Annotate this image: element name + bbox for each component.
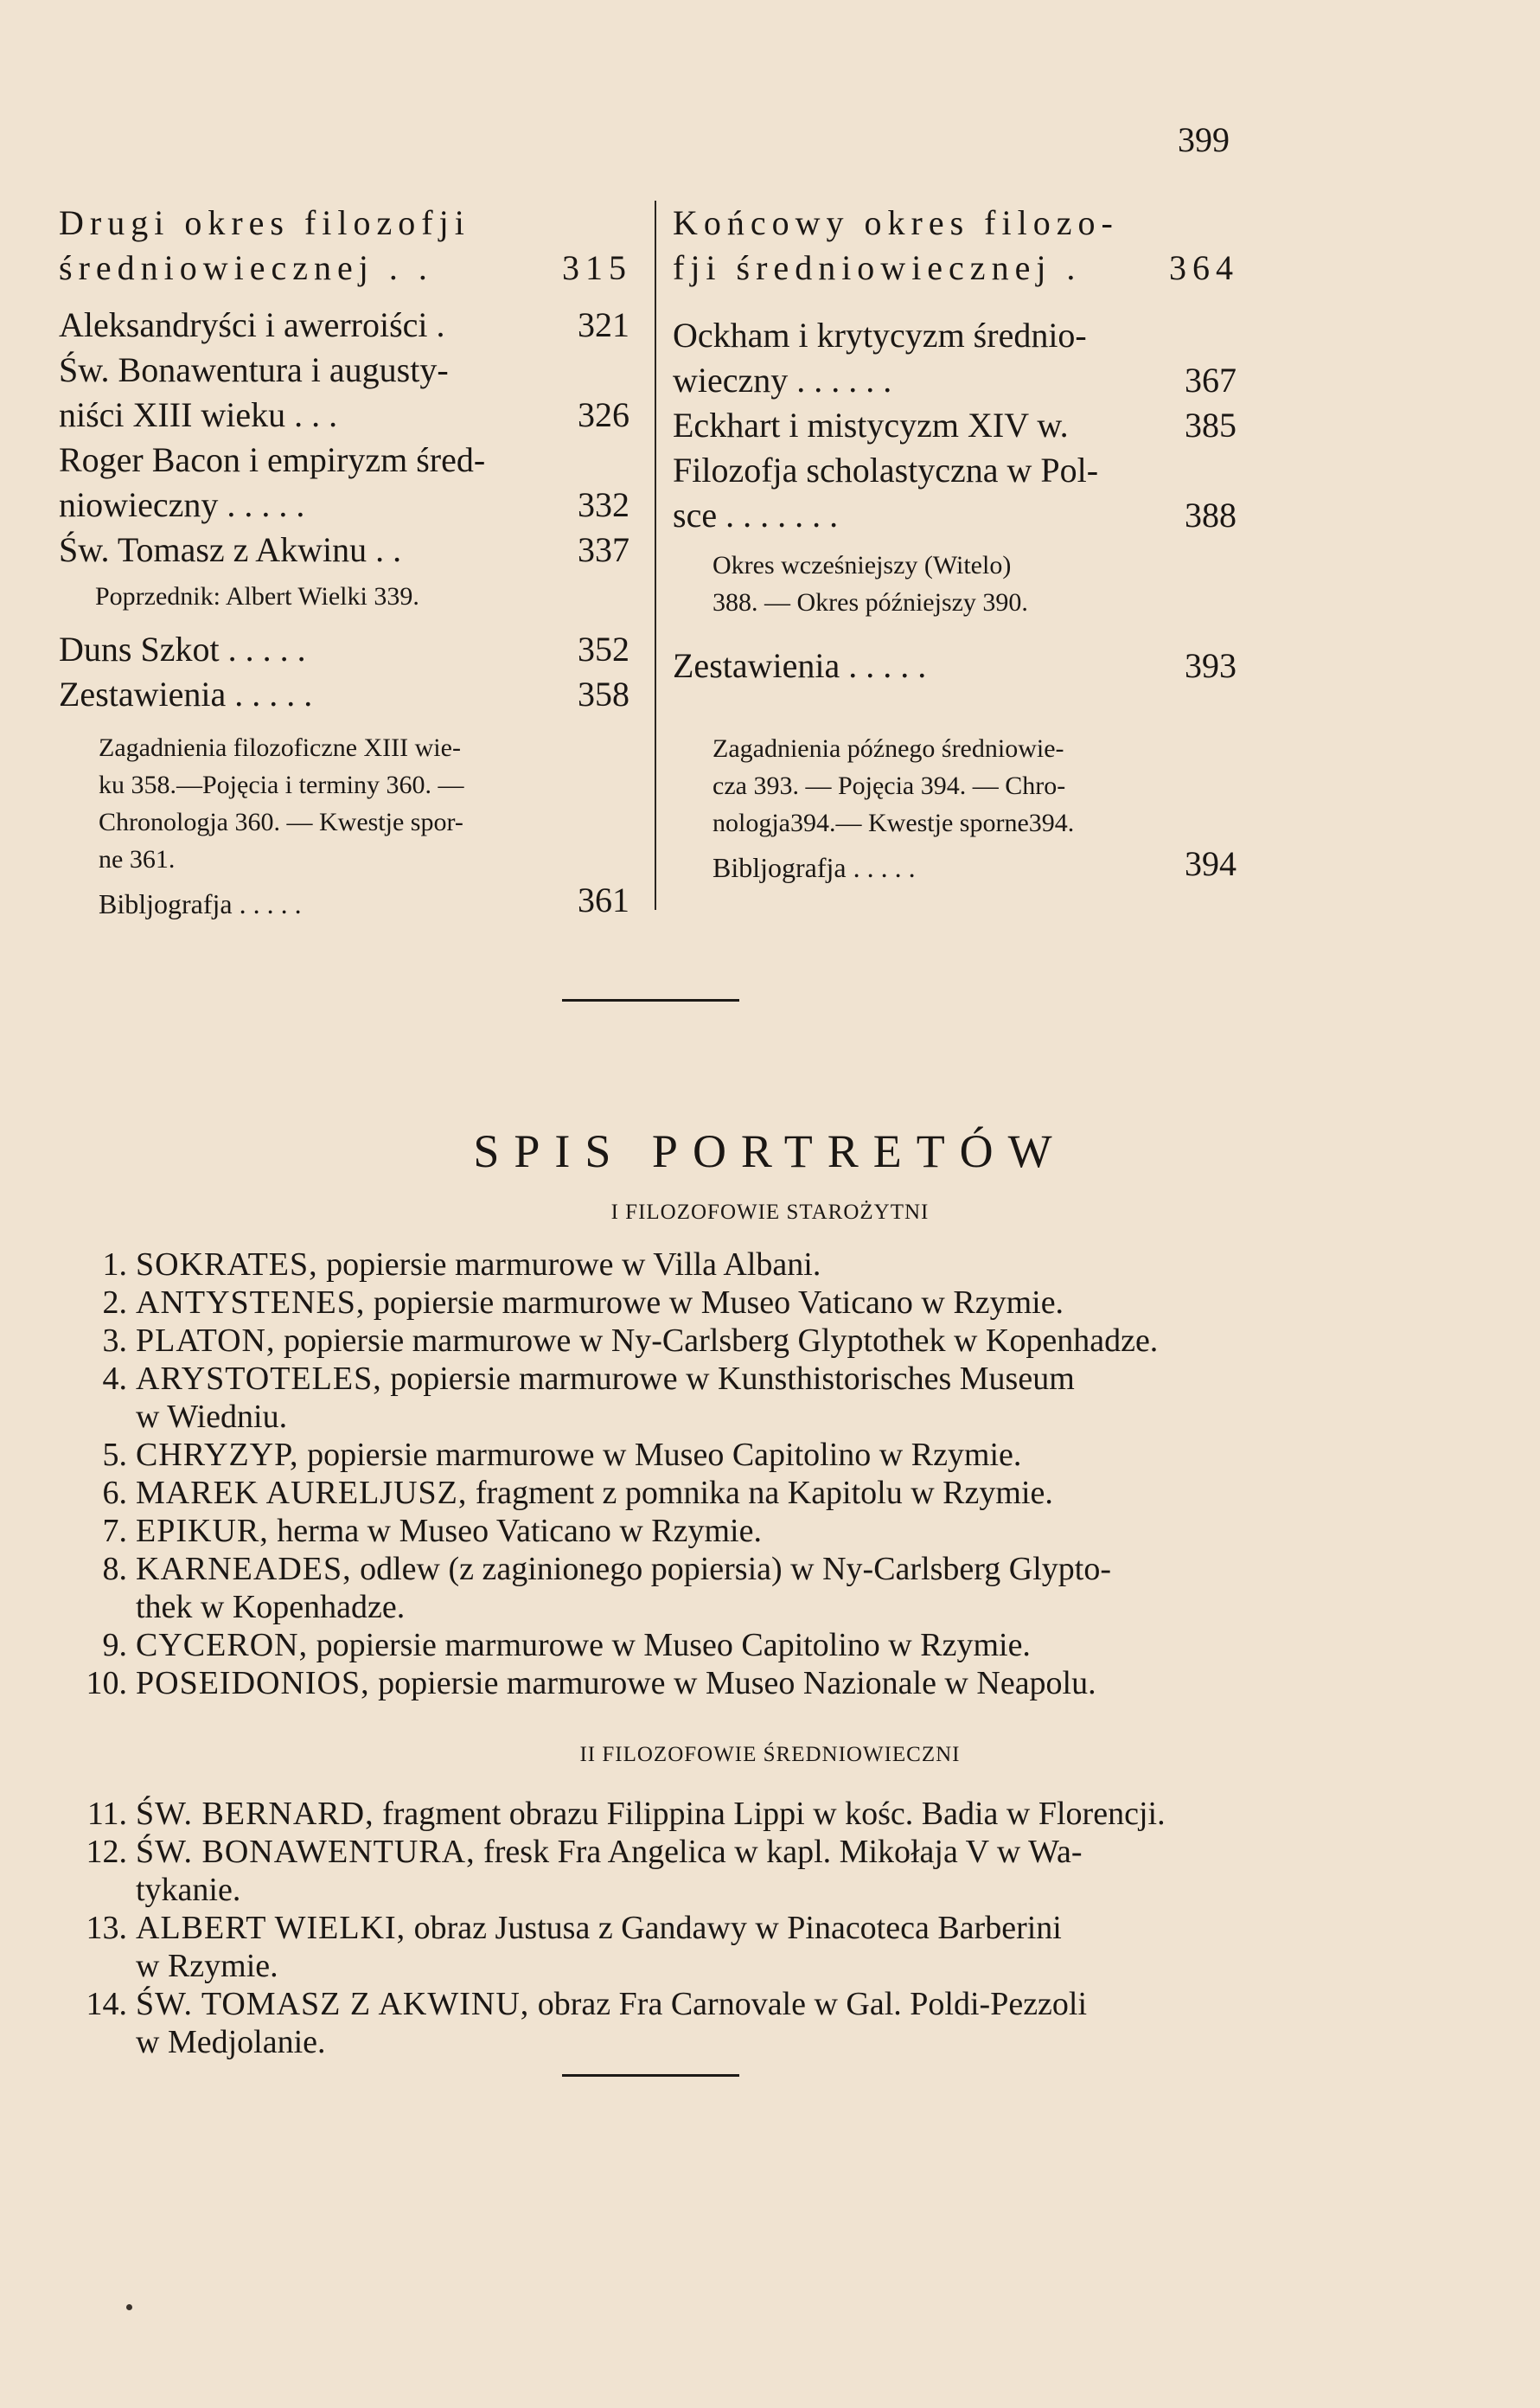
- list-item: 13. ALBERT WIELKI, obraz Justusa z Gandawy w Pinacoteca Barberini w Rzymie.: [86, 1910, 1062, 1984]
- toc-entry: [59, 672, 629, 717]
- list-item: 4. ARYSTOTELES, popiersie marmurowe w Kunsthistorisches Museum w Wiedniu.: [102, 1361, 1075, 1435]
- toc-entry-page: 364: [1169, 248, 1239, 287]
- toc-subentry: Zagadnienia filozoficzne XIII wie- ku 358.—Pojęcia i terminy 360. — Chronologja 360. — Kwestje spor- ne 361.: [99, 733, 464, 874]
- toc-entry-title: Aleksandryści i awerroiści .: [59, 305, 445, 344]
- toc-entry-title: Św. Bonawentura i augusty- niści XIII wieku . . .: [59, 350, 449, 434]
- list-item: 8. KARNEADES, odlew (z zaginionego popiersia) w Ny-Carlsberg Glypto- thek w Kopenhadze.: [102, 1551, 1111, 1625]
- section-title: II FILOZOFOWIE ŚREDNIOWIECZNI: [579, 1743, 961, 1766]
- toc-entry: [673, 201, 1239, 291]
- toc-entry-title: Eckhart i mistycyzm XIV w.: [673, 406, 1069, 445]
- toc-entry: [59, 201, 632, 291]
- toc-entry: [59, 878, 629, 923]
- toc-entry-page: 393: [1185, 646, 1236, 685]
- toc-entry: [673, 403, 1236, 448]
- toc-entry-page: 394: [1185, 844, 1236, 883]
- toc-entry-page: 337: [578, 530, 629, 569]
- toc-entry: [59, 438, 629, 528]
- list-item: 1. SOKRATES, popiersie marmurowe w Villa Albani.: [102, 1246, 821, 1283]
- toc-left-column: [59, 201, 632, 923]
- list-item: 7. EPIKUR, herma w Museo Vaticano w Rzymie.: [102, 1513, 762, 1549]
- portrait-list-ancient: [54, 1246, 1238, 1702]
- ink-speck: [126, 2304, 132, 2310]
- list-item: 10. POSEIDONIOS, popiersie marmurowe w Museo Nazionale w Neapolu.: [86, 1665, 1096, 1701]
- toc-entry-title: Zestawienia . . . . .: [59, 675, 313, 714]
- list-item: 11. ŚW. BERNARD, fragment obrazu Filippina Lippi w kośc. Badia w Florencji.: [86, 1796, 1166, 1832]
- section-rule: [562, 2074, 739, 2077]
- list-item: 9. CYCERON, popiersie marmurowe w Museo Capitolino w Rzymie.: [102, 1627, 1031, 1663]
- toc-entry-page: 332: [578, 485, 629, 524]
- section-title: I FILOZOFOWIE STAROŻYTNI: [610, 1201, 930, 1224]
- toc-entry-page: 321: [578, 305, 629, 344]
- list-item: 6. MAREK AURELJUSZ, fragment z pomnika na Kapitolu w Rzymie.: [102, 1475, 1053, 1511]
- toc-entry-page: 361: [578, 881, 629, 919]
- toc-entry-page: 315: [562, 248, 632, 287]
- toc-entry-title: Ockham i krytycyzm średnio- wieczny . . . . . .: [673, 316, 1087, 400]
- toc-entry-page: 388: [1185, 496, 1236, 535]
- toc-entry-title: Bibljografja . . . . .: [712, 852, 916, 883]
- toc-entry-page: 358: [578, 675, 629, 714]
- toc-entry-title: Zestawienia . . . . .: [673, 646, 927, 685]
- portrait-list-medieval: [54, 1795, 1238, 2061]
- list-item: 12. ŚW. BONAWENTURA, fresk Fra Angelica w kapl. Mikołaja V w Wa- tykanie.: [86, 1834, 1083, 1908]
- toc-entry: [673, 448, 1236, 538]
- toc-entry-page: 367: [1185, 361, 1236, 400]
- toc-entry-title: Św. Tomasz z Akwinu . .: [59, 530, 402, 569]
- column-divider: [655, 201, 656, 910]
- toc-entry: [59, 528, 629, 573]
- toc-entry-title: Roger Bacon i empiryzm śred- niowieczny . . . . .: [59, 440, 486, 524]
- toc-entry: [59, 303, 629, 348]
- toc-entry-title: Duns Szkot . . . . .: [59, 630, 306, 669]
- toc-entry-page: 352: [578, 630, 629, 669]
- toc-entry-title: Drugi okres filozofji średniowiecznej . .: [59, 203, 470, 287]
- toc-right-column: [673, 201, 1239, 887]
- toc-subentry: Poprzednik: Albert Wielki 339.: [95, 582, 419, 611]
- toc-entry: [59, 348, 629, 438]
- section-rule: [562, 999, 739, 1002]
- list-item: 2. ANTYSTENES, popiersie marmurowe w Museo Vaticano w Rzymie.: [102, 1284, 1064, 1321]
- page-number: 399: [1178, 120, 1230, 159]
- toc-entry: [59, 627, 629, 672]
- toc-entry: [673, 644, 1236, 688]
- toc-entry-page: 385: [1185, 406, 1236, 445]
- list-item: 5. CHRYZYP, popiersie marmurowe w Museo Capitolino w Rzymie.: [102, 1437, 1022, 1473]
- toc-subentry: Okres wcześniejszy (Witelo) 388. — Okres późniejszy 390.: [712, 551, 1028, 617]
- toc-entry-page: 326: [578, 395, 629, 434]
- toc-entry: [673, 313, 1236, 403]
- toc-subentry: Zagadnienia późnego średniowie- cza 393. — Pojęcia 394. — Chro- nologja394.— Kwestje sporne394.: [712, 734, 1075, 837]
- toc-entry: [673, 842, 1236, 887]
- toc-entry-title: Końcowy okres filozo- fji średniowiecznej .: [673, 203, 1119, 287]
- portraits-heading: SPIS PORTRETÓW: [473, 1125, 1067, 1177]
- toc-entry-title: Bibljografja . . . . .: [99, 888, 302, 919]
- list-item: 14. ŚW. TOMASZ Z AKWINU, obraz Fra Carnovale w Gal. Poldi-Pezzoli w Medjolanie.: [86, 1986, 1088, 2060]
- toc-entry-title: Filozofja scholastyczna w Pol- sce . . . . . . .: [673, 451, 1099, 535]
- list-item: 3. PLATON, popiersie marmurowe w Ny-Carlsberg Glyptothek w Kopenhadze.: [102, 1322, 1159, 1359]
